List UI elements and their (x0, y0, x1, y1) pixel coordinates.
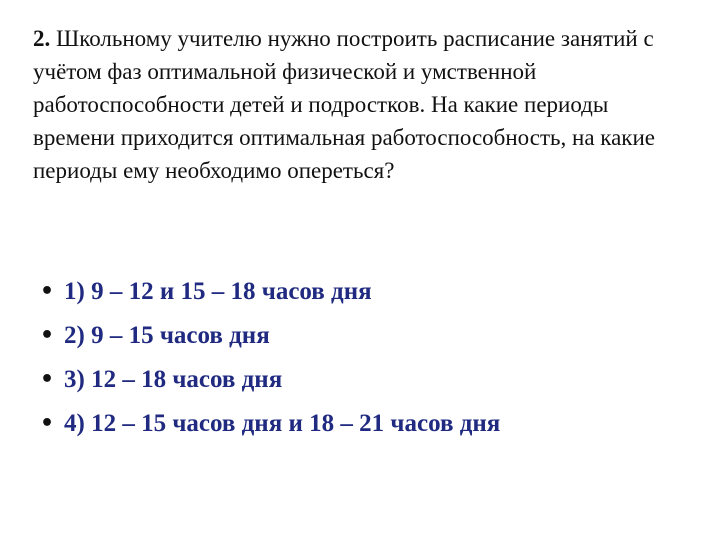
answer-option-2 (40, 316, 700, 360)
bullet-icon: • (40, 279, 55, 304)
bullet-icon: • (40, 367, 55, 392)
answer-option-label: 3) 12 – 18 часов дня (64, 366, 283, 393)
answer-option-label: 2) 9 – 15 часов дня (64, 322, 270, 349)
bullet-icon: • (40, 323, 55, 348)
bullet-icon: • (40, 411, 55, 436)
question-text: Школьному учителю нужно построить расписание занятий с учётом фаз оптимальной физической и умственной работоспособности детей и подростков. На какие периоды времени приходится оптимальная работоспособность, на какие периоды ему необходимо опереться? (33, 26, 655, 183)
answer-list (40, 272, 700, 448)
question-block (33, 22, 693, 187)
answer-option-label: 4) 12 – 15 часов дня и 18 – 21 часов дня (64, 410, 501, 437)
answer-option-4 (40, 404, 700, 448)
question-number: 2. (33, 26, 51, 51)
answer-option-1 (40, 272, 700, 316)
answer-option-label: 1) 9 – 12 и 15 – 18 часов дня (64, 278, 372, 305)
answer-option-3 (40, 360, 700, 404)
